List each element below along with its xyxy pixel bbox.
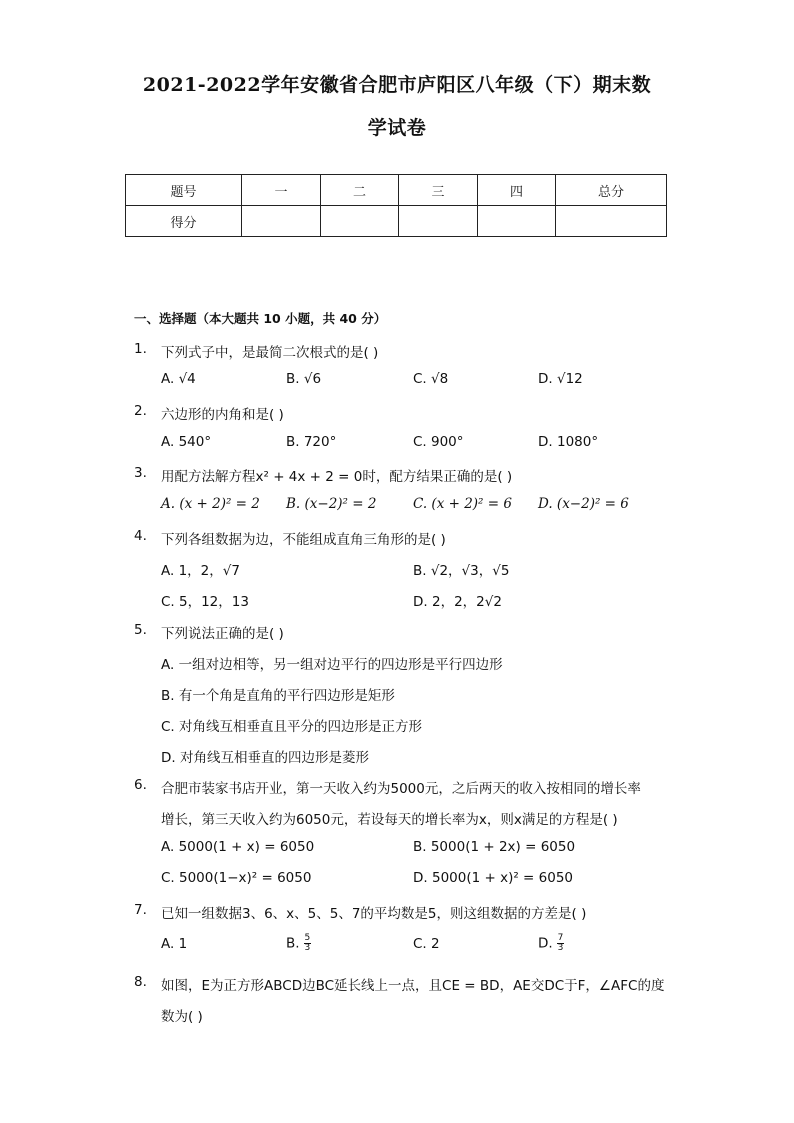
score-table-header-row	[126, 175, 667, 206]
option-b	[286, 934, 311, 953]
score-cell	[399, 206, 478, 237]
question-number: 1.	[134, 341, 147, 357]
option-a: A. 1，2，√7	[161, 563, 240, 579]
question-text: 下列说法正确的是( )	[161, 626, 284, 642]
option-b: B. √6	[286, 371, 322, 387]
question-text: 下列各组数据为边，不能组成直角三角形的是( )	[161, 532, 446, 548]
option-b: B. (x−2)² = 2	[286, 496, 377, 512]
option-d: D. 2，2，2√2	[413, 594, 502, 610]
question-text: 合肥市装家书店开业，第一天收入约为5000元，之后两天的收入按相同的增长率	[161, 781, 641, 797]
question-number: 7.	[134, 902, 147, 918]
question-text: 用配方法解方程x² + 4x + 2 = 0时，配方结果正确的是( )	[161, 469, 513, 485]
option-a: A. (x + 2)² = 2	[161, 496, 260, 512]
fraction-numerator: 5	[304, 933, 311, 943]
question-number: 4.	[134, 528, 147, 544]
header-cell: 题号	[126, 175, 242, 206]
option-b: B. √2，√3，√5	[413, 563, 510, 579]
question-number: 5.	[134, 622, 147, 638]
option-c: C. 对角线互相垂直且平分的四边形是正方形	[161, 719, 423, 735]
question-text-continued: 增长，第三天收入约为6050元，若设每天的增长率为x，则x满足的方程是( )	[161, 812, 618, 828]
row-label-cell: 得分	[126, 206, 242, 237]
option-c: C. √8	[413, 371, 449, 387]
option-b: B. 5000(1 + 2x) = 6050	[413, 839, 576, 855]
option-b: B. 有一个角是直角的平行四边形是矩形	[161, 688, 395, 704]
paper-title-line2: 学试卷	[367, 117, 427, 139]
question-text-continued: 数为( )	[161, 1009, 203, 1025]
question-number: 6.	[134, 777, 147, 793]
score-table	[125, 174, 667, 237]
section-heading: 一、选择题（本大题共 10 小题，共 40 分）	[134, 311, 387, 326]
option-d: D. √12	[538, 371, 583, 387]
question-text: 六边形的内角和是( )	[161, 407, 284, 423]
score-table-score-row	[126, 206, 667, 237]
question-number: 2.	[134, 403, 147, 419]
question-number: 3.	[134, 465, 147, 481]
option-d	[538, 934, 564, 953]
option-c: C. 5000(1−x)² = 6050	[161, 870, 312, 886]
option-c: C. 900°	[413, 434, 464, 450]
option-d: D. (x−2)² = 6	[538, 496, 629, 512]
option-a: A. √4	[161, 371, 196, 387]
option-d: D. 对角线互相垂直的四边形是菱形	[161, 750, 369, 766]
question-text: 已知一组数据3、6、x、5、5、7的平均数是5，则这组数据的方差是( )	[161, 906, 587, 922]
fraction-denominator: 3	[304, 943, 311, 953]
score-cell	[321, 206, 399, 237]
option-a: A. 540°	[161, 434, 212, 450]
score-cell	[556, 206, 667, 237]
score-cell	[242, 206, 321, 237]
header-cell: 一	[242, 175, 321, 206]
header-cell: 二	[321, 175, 399, 206]
option-a: A. 5000(1 + x) = 6050	[161, 839, 315, 855]
header-cell: 四	[478, 175, 556, 206]
score-cell	[478, 206, 556, 237]
option-d: D. 1080°	[538, 434, 599, 450]
option-b: B. 720°	[286, 434, 337, 450]
option-c: C. 5，12，13	[161, 594, 249, 610]
option-d: D. 5000(1 + x)² = 6050	[413, 870, 574, 886]
option-c: C. (x + 2)² = 6	[413, 496, 512, 512]
option-c: C. 2	[413, 936, 440, 952]
paper-title-line1: 2021-2022学年安徽省合肥市庐阳区八年级（下）期末数	[142, 74, 652, 96]
option-d-label: D.	[538, 935, 553, 952]
fraction-numerator: 7	[557, 933, 564, 943]
fraction	[557, 934, 564, 953]
option-b-label: B.	[286, 935, 300, 952]
question-text: 如图，E为正方形ABCD边BC延长线上一点，且CE = BD，AE交DC于F，∠AFC的度	[161, 978, 665, 994]
header-cell: 总分	[556, 175, 667, 206]
fraction-denominator: 3	[557, 943, 564, 953]
option-a: A. 一组对边相等，另一组对边平行的四边形是平行四边形	[161, 657, 503, 673]
fraction	[304, 934, 311, 953]
question-number: 8.	[134, 974, 147, 990]
question-text: 下列式子中，是最简二次根式的是( )	[161, 345, 379, 361]
option-a: A. 1	[161, 936, 188, 952]
header-cell: 三	[399, 175, 478, 206]
